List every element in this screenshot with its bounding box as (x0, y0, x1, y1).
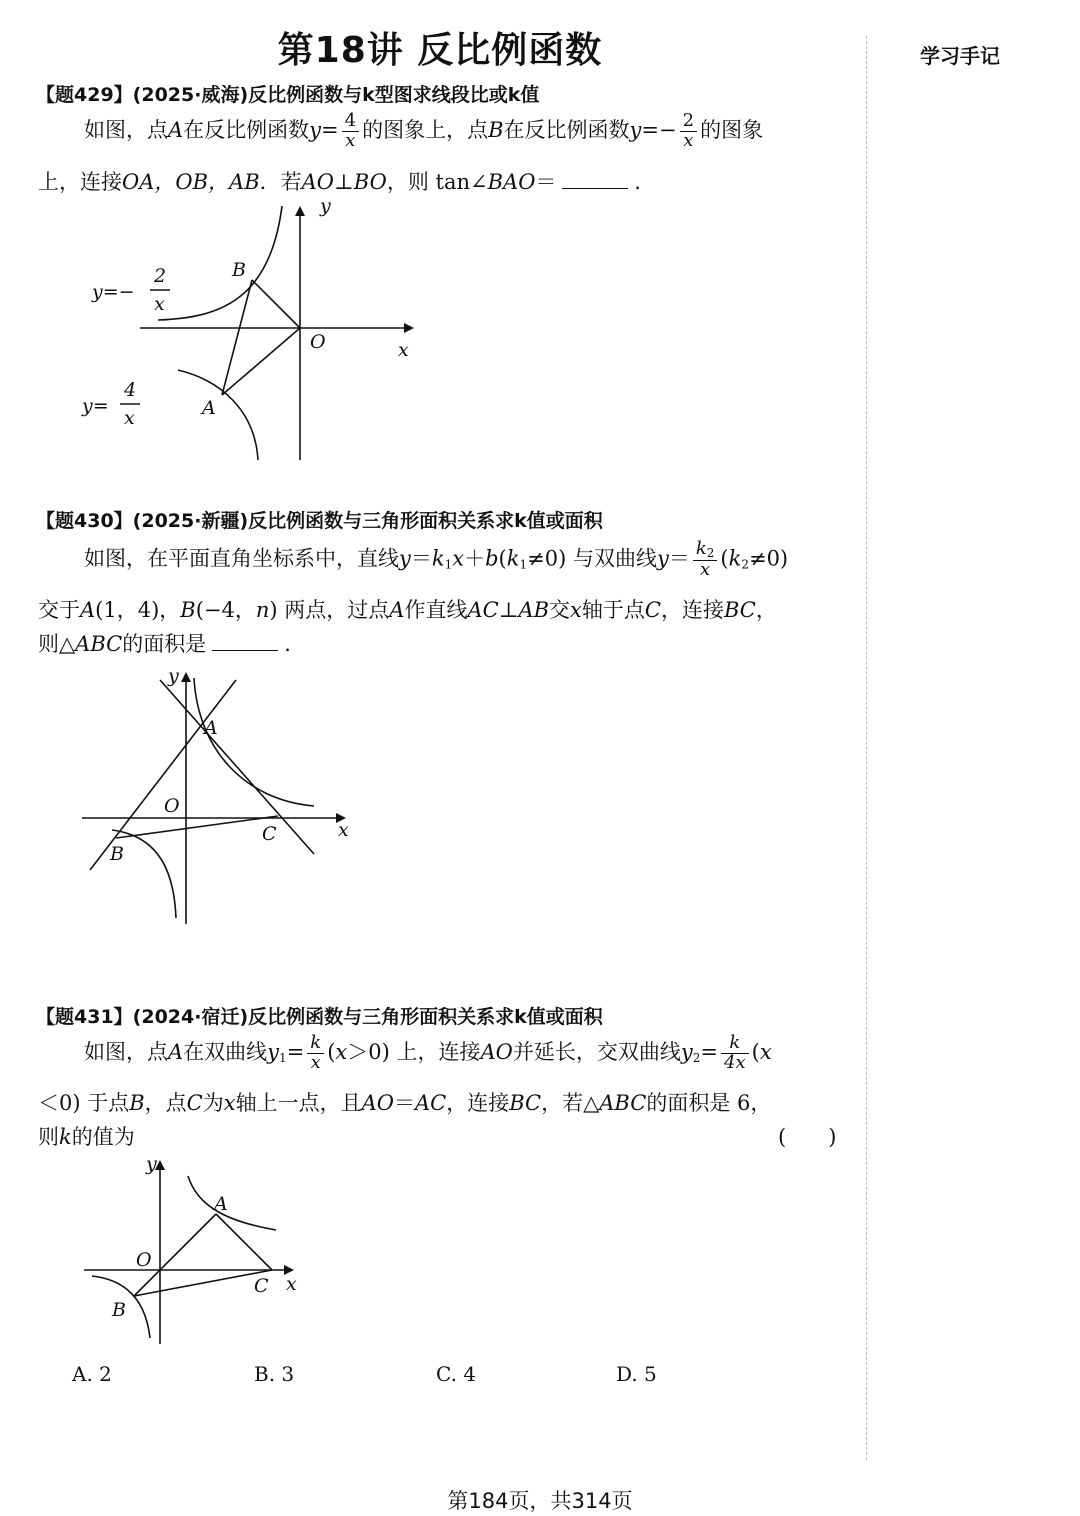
curve-y1 (188, 1176, 276, 1230)
label-b: B (110, 843, 124, 865)
eq-top-num: 2 (154, 265, 167, 287)
segment-oa (222, 328, 300, 395)
label-b: B (232, 259, 246, 281)
eq-bot-num: 4 (124, 379, 137, 401)
eq-top-den: x (154, 293, 165, 315)
label-x: x (338, 819, 349, 841)
q431-figure (70, 1150, 330, 1350)
label-c: C (254, 1275, 269, 1297)
q431-fraction-k-over-4x: $\frac{k}{4x}$ (721, 1034, 749, 1073)
notes-divider (866, 36, 867, 1460)
label-y: y (146, 1153, 157, 1175)
q430-line-1: 如图，在平面直角坐标系中，直线$y=k_1x+b(k_1\ne 0)$ 与双曲线y＝ $\frac{k_2}{x}$ $(k_2\ne 0)$ (84, 538, 789, 580)
side-note-heading: 学习手记 (920, 44, 1000, 68)
q429-figure (70, 190, 430, 470)
q430-line-3: 则△ABC的面积是 ． (38, 632, 306, 656)
segment-ab (222, 280, 252, 395)
label-c: C (262, 823, 277, 845)
q431-header: 【题431】(2024·宿迁)反比例函数与三角形面积关系求k值或面积 (36, 1006, 603, 1028)
q430-header: 【题430】(2025·新疆)反比例函数与三角形面积关系求k值或面积 (36, 510, 603, 532)
label-x: x (398, 339, 409, 361)
page-title: 第18讲 反比例函数 (277, 30, 603, 71)
choice-c[interactable]: C. 4 (436, 1362, 477, 1386)
segment-bc (134, 1270, 272, 1296)
label-y: y (168, 665, 179, 687)
segment-ob (252, 280, 300, 328)
y-axis-arrow (295, 206, 305, 216)
label-a: A (204, 717, 218, 739)
q429-fraction-4-over-x: $\frac{4}{x}$ (342, 112, 359, 151)
line-ac (160, 680, 314, 854)
choice-b[interactable]: B. 3 (254, 1362, 295, 1386)
q431-line-2: ＜0) 于点B，点C为x轴上一点，且AO＝AC，连接BC，若△ABC的面积是 6， (38, 1091, 772, 1115)
label-x: x (286, 1273, 297, 1295)
q429-fraction-2-over-x: $\frac{2}{x}$ (680, 112, 697, 151)
page-footer: 第184页，共314页 (447, 1489, 633, 1513)
q430-answer-blank[interactable] (212, 650, 278, 651)
q431-fraction-k-over-x: $\frac{k}{x}$ (307, 1034, 324, 1073)
label-o: O (310, 331, 326, 353)
choice-d[interactable]: D. 5 (616, 1362, 657, 1386)
q430-figure (70, 660, 370, 930)
curve-y-neg-2-over-x (158, 206, 282, 320)
q430-fraction-k2-over-x: $\frac{k_2}{x}$ (693, 540, 718, 579)
q429-answer-blank[interactable] (562, 188, 628, 189)
q429-header: 【题429】(2025·威海)反比例函数与k型图求线段比或k值 (36, 84, 540, 106)
line-ab (90, 680, 236, 870)
label-a: A (214, 1193, 228, 1215)
label-o: O (164, 795, 180, 817)
label-y: y (320, 195, 331, 217)
label-a: A (202, 397, 216, 419)
eq-bot-den: x (124, 407, 135, 429)
q429-line-2: 上，连接OA，OB，AB．若AO⊥BO，则 tan∠BAO＝ ． (38, 170, 656, 194)
q431-answer-parentheses[interactable]: ( ) (778, 1125, 837, 1149)
label-o: O (136, 1249, 152, 1271)
q431-line-1: 如图，点A在双曲线$y_1=$ $\frac{k}{x}$ (x＞0) 上，连接AO并延长，交双曲线$y_2=$ $\frac{k}{4x}$ (x (84, 1032, 772, 1073)
q430-line-2: 交于A(1，4)，B(−4，n) 两点，过点A作直线AC⊥AB交x轴于点C，连接BC， (38, 598, 777, 622)
y-axis-arrow (181, 672, 191, 682)
eq-top-lhs: y=− (92, 281, 135, 303)
q429-line-1: 如图，点A在反比例函数y= $\frac{4}{x}$ 的图象上，点B在反比例函数y=− $\frac{2}{x}$ 的图象 (84, 110, 764, 151)
segment-bc (116, 816, 278, 838)
x-axis-arrow (404, 323, 414, 333)
choice-a[interactable]: A. 2 (72, 1362, 112, 1386)
eq-bot-lhs: y= (82, 395, 109, 417)
label-b: B (112, 1299, 126, 1321)
q431-line-3: 则k的值为 (38, 1125, 135, 1149)
curve-y-4-over-x (178, 370, 258, 460)
